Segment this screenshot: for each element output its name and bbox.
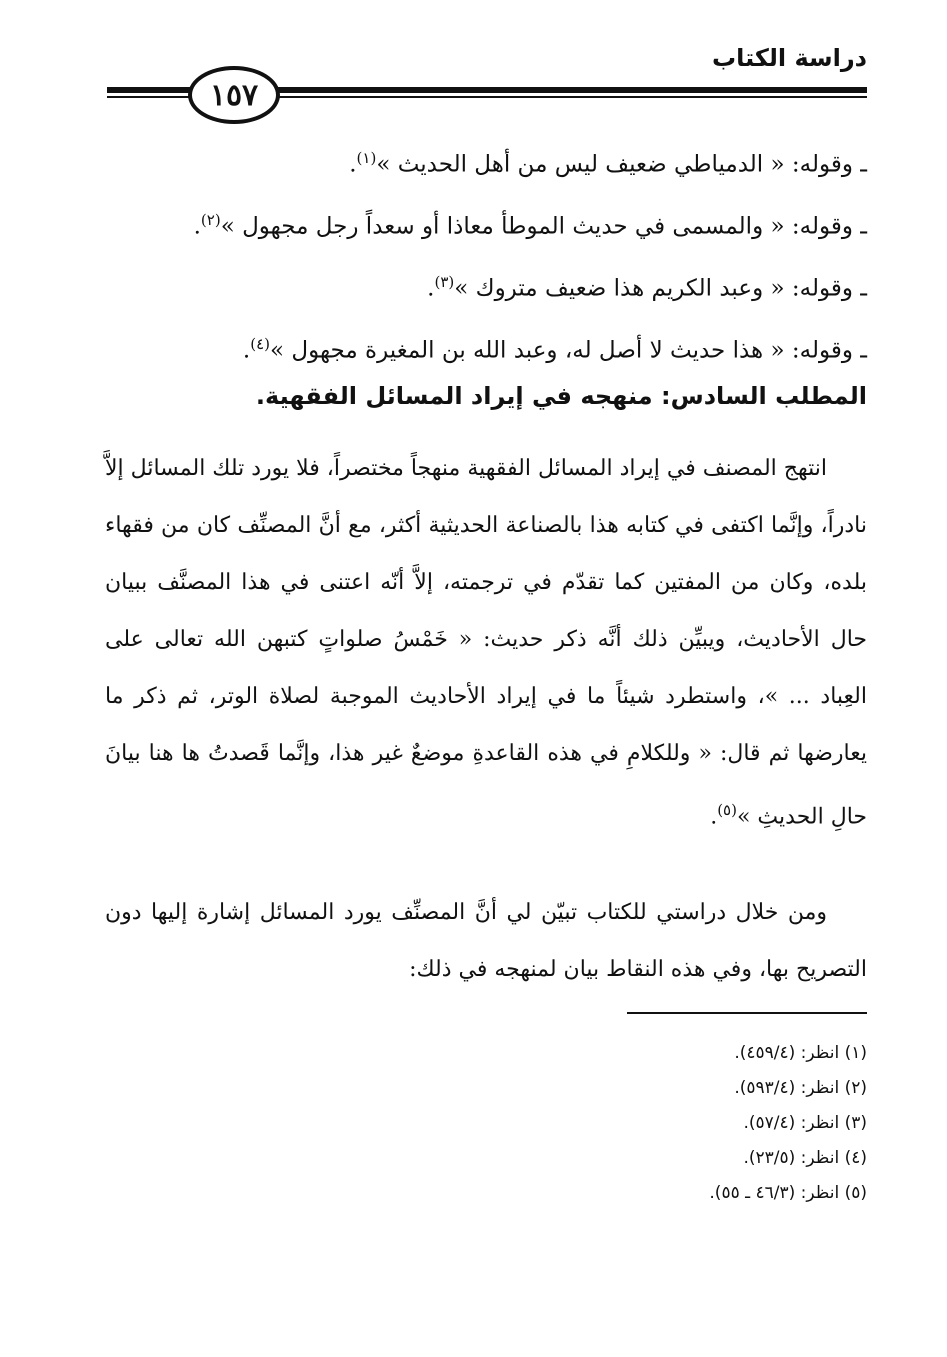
footnote-marker: (٤): [250, 335, 270, 353]
quote-text: ـ وقوله: « والمسمى في حديث الموطأ معاذا أو سعداً رجل مجهول »: [220, 213, 867, 240]
paragraph-text: انتهج المصنف في إيراد المسائل الفقهية منهجاً مختصراً، فلا يورد تلك المسائل إلاَّ نادراً، وإنَّما اكتفى في كتابه هذا بالصناعة الحديثية أكثر، مع أنَّ المصنِّف كان من فقهاء بلده، وكان من المفتين كما تقدّم في ترجمته، إلاَّ أنّه اعتنى في هذا المصنَّف ببيان حال الأحاديث، ويبيِّن ذلك أنَّه ذكر حديث: « خَمْسُ صلواتٍ كتبهن الله تعالى على العِباد ... »، واستطرد شيئاً ما في إيراد الأحاديث الموجبة لصلاة الوتر، ثم ذكر ما يعارضها ثم قال: « وللكلامِ في هذه القاعدةِ موضعٌ غير هذا، وإنَّما قَصدتُ ها هنا بيانَ حالِ الحديثِ »: [105, 456, 867, 830]
section-heading: المطلب السادس: منهجه في إيراد المسائل الفقهية.: [255, 382, 867, 410]
footnote: (٣) انظر: (٥٧/٤).: [743, 1113, 867, 1133]
quote-end: .: [427, 275, 435, 302]
footnote: (٢) انظر: (٥٩٣/٤).: [734, 1078, 867, 1098]
footnotes: [709, 1038, 867, 1213]
footnote: (١) انظر: (٤٥٩/٤).: [734, 1043, 867, 1063]
quote-line: [100, 200, 867, 262]
quote-end: .: [193, 213, 201, 240]
quote-text: ـ وقوله: « الدمياطي ضعيف ليس من أهل الحديث »: [376, 151, 867, 178]
footnote: (٥) انظر: (٤٦/٣ ـ ٥٥).: [709, 1183, 867, 1203]
footnote-marker: (٣): [434, 273, 455, 291]
footnote-separator: [627, 1012, 867, 1014]
quote-line: [100, 138, 867, 200]
quote-line: [100, 324, 867, 386]
footnote-marker: (٥): [717, 801, 737, 819]
quote-text: ـ وقوله: « هذا حديث لا أصل له، وعبد الله بن المغيرة مجهول »: [269, 337, 867, 364]
quote-end: .: [242, 337, 251, 364]
footnote-marker: (٢): [200, 211, 221, 229]
page-number: ١٥٧: [188, 66, 280, 124]
quote-text: ـ وقوله: « وعبد الكريم هذا ضعيف متروك »: [454, 275, 867, 302]
body-paragraph: [105, 440, 867, 845]
quoted-statements: [100, 138, 867, 386]
body-paragraph: ومن خلال دراستي للكتاب تبيّن لي أنَّ المصنِّف يورد المسائل إشارة إليها دون التصريح بها، وفي هذه النقاط بيان لمنهجه في ذلك:: [105, 900, 867, 982]
footnote-marker: (١): [356, 149, 377, 167]
footnote: (٤) انظر: (٢٣/٥).: [743, 1148, 867, 1168]
running-title: دراسة الكتاب: [712, 44, 867, 72]
paragraph-end: .: [710, 804, 718, 830]
quote-line: [100, 262, 867, 324]
quote-end: .: [349, 151, 357, 178]
